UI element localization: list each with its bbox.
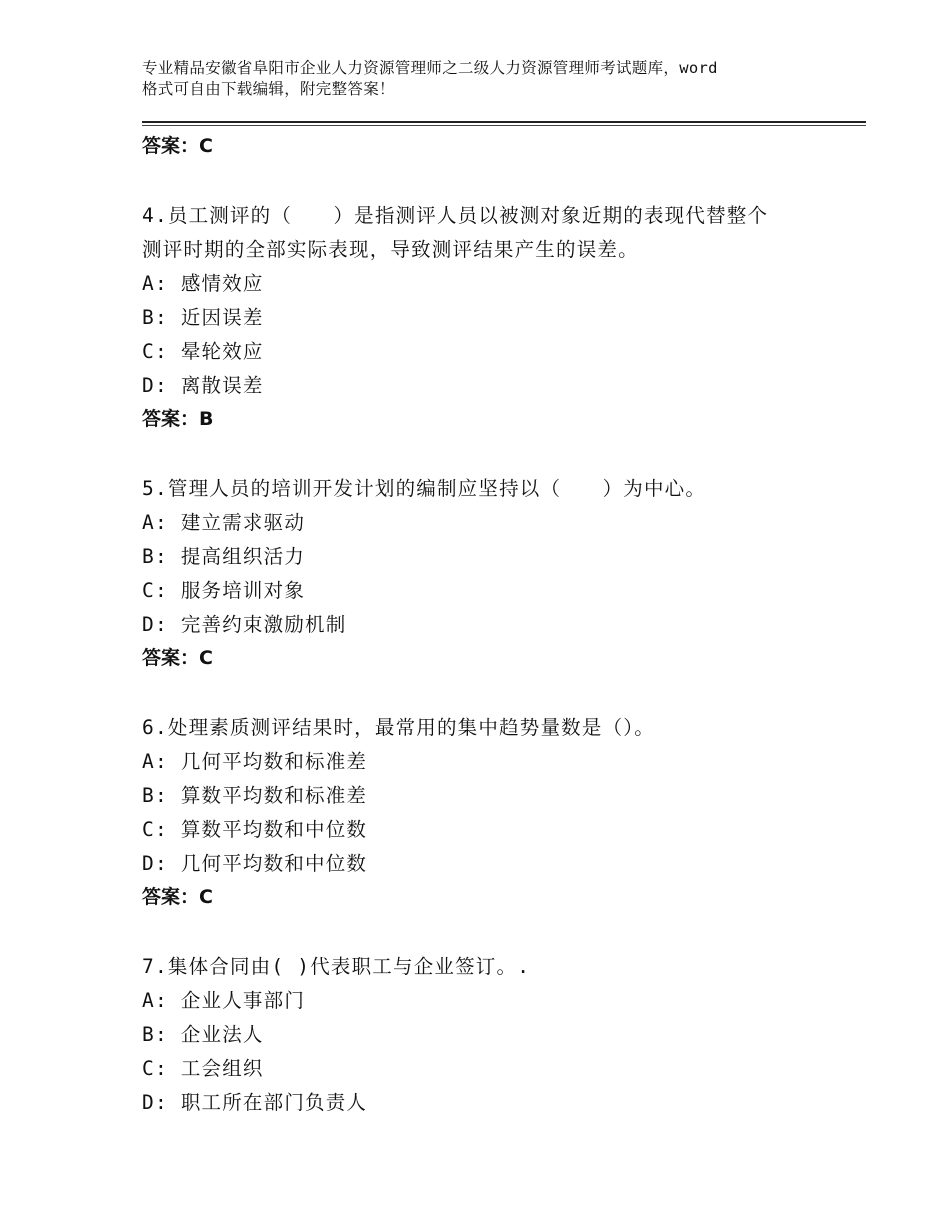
q4-option-a: A: 感情效应: [142, 272, 264, 295]
q4-option-d: D: 离散误差: [142, 374, 264, 397]
q7-option-a: A: 企业人事部门: [142, 989, 306, 1012]
q4-answer: 答案：B: [142, 408, 214, 430]
q6-answer: 答案：C: [142, 886, 213, 908]
header-divider-thin: [142, 125, 866, 126]
q3-answer: 答案：C: [142, 135, 213, 157]
q5-option-a: A: 建立需求驱动: [142, 511, 306, 534]
q6-stem: 6.处理素质测评结果时，最常用的集中趋势量数是（）。: [142, 716, 655, 739]
q6-option-d: D: 几何平均数和中位数: [142, 852, 368, 875]
q7-option-c: C: 工会组织: [142, 1057, 264, 1080]
q5-stem: 5.管理人员的培训开发计划的编制应坚持以（ ）为中心。: [142, 477, 707, 500]
q4-stem-line-2: 测评时期的全部实际表现，导致测评结果产生的误差。: [142, 238, 639, 261]
q4-stem-line-1: 4.员工测评的（ ）是指测评人员以被测对象近期的表现代替整个: [142, 204, 769, 227]
q7-stem: 7.集体合同由( )代表职工与企业签订。.: [142, 955, 531, 978]
header-line-2: 格式可自由下载编辑，附完整答案！: [142, 80, 395, 98]
q5-option-d: D: 完善约束激励机制: [142, 613, 347, 636]
q7-option-b: B: 企业法人: [142, 1023, 264, 1046]
q6-option-a: A: 几何平均数和标准差: [142, 750, 368, 773]
q5-answer: 答案：C: [142, 647, 213, 669]
q6-option-c: C: 算数平均数和中位数: [142, 818, 368, 841]
q5-option-b: B: 提高组织活力: [142, 545, 306, 568]
q4-option-b: B: 近因误差: [142, 306, 264, 329]
q5-option-c: C: 服务培训对象: [142, 579, 306, 602]
header-divider: [142, 121, 866, 123]
header-line-1: 专业精品安徽省阜阳市企业人力资源管理师之二级人力资源管理师考试题库，word: [142, 59, 718, 77]
q7-option-d: D: 职工所在部门负责人: [142, 1091, 368, 1114]
q6-option-b: B: 算数平均数和标准差: [142, 784, 368, 807]
document-header: [142, 58, 832, 100]
q4-option-c: C: 晕轮效应: [142, 340, 264, 363]
